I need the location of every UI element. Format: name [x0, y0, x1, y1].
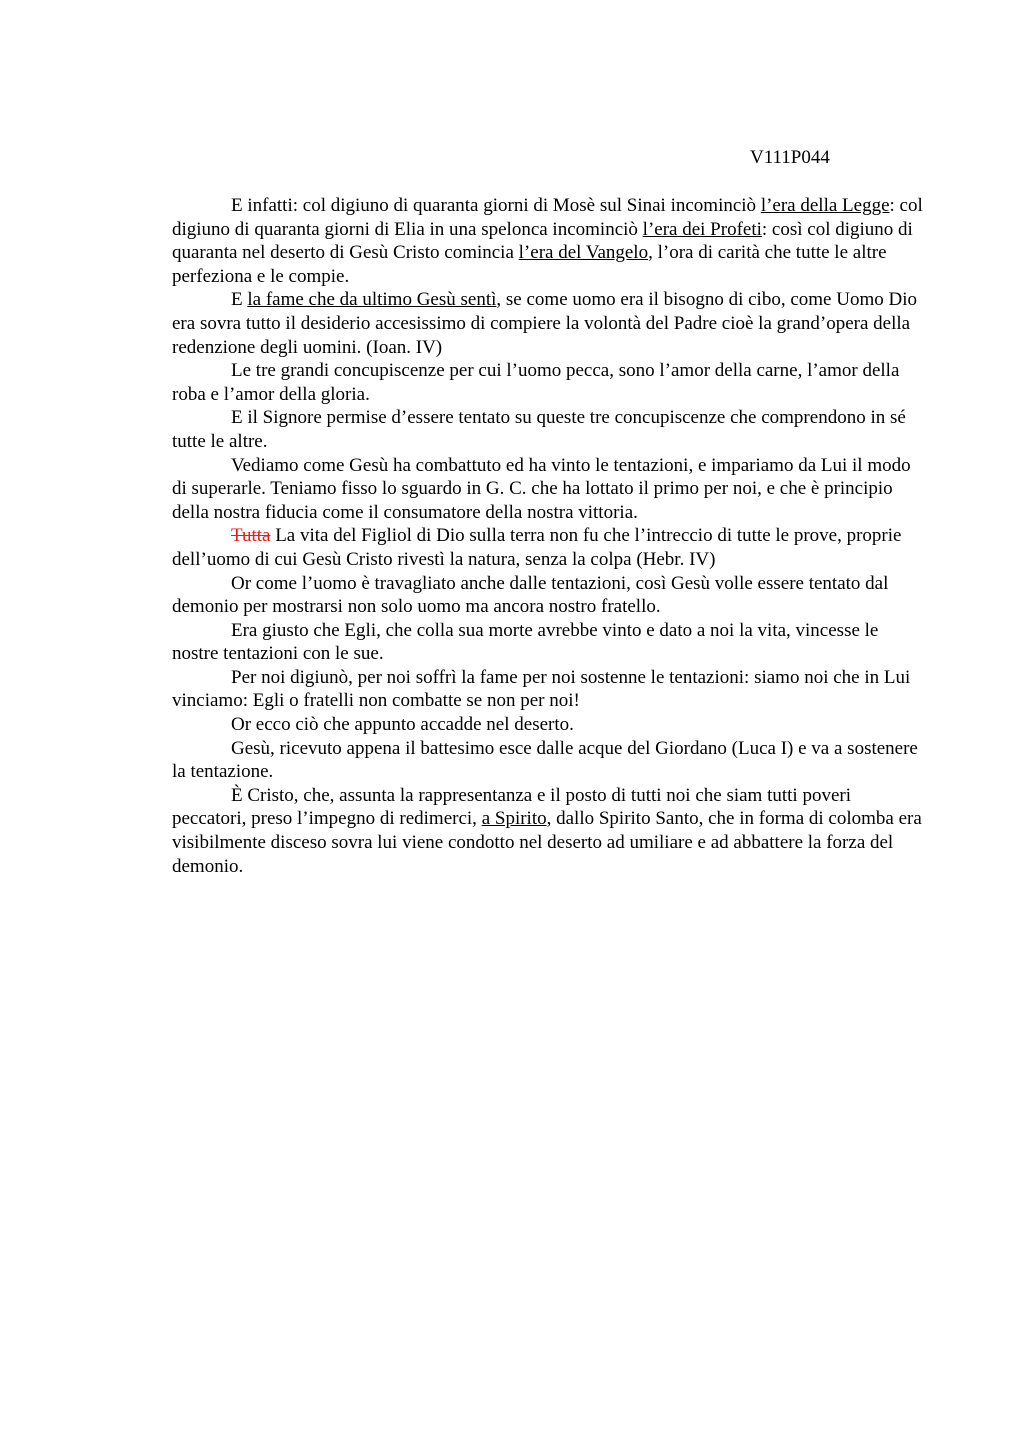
- text-segment: Or ecco ciò che appunto accadde nel deserto.: [231, 714, 574, 736]
- text-segment: La vita del Figliol di Dio sulla terra non fu che l’intreccio di tutte le prove, proprie dell’uomo di cui Gesù Cristo rivestì la natura, senza la colpa (Hebr. IV): [172, 525, 902, 570]
- paragraph: [172, 713, 924, 737]
- text-segment: , l’ora di carità che tutte le altre perfeziona e le compie.: [172, 242, 887, 287]
- text-segment: Per noi digiunò, per noi soffrì la fame per noi sostenne le tentazioni: siamo noi che in Lui vinciamo: Egli o fratelli non combatte se non per noi!: [172, 666, 911, 712]
- text-segment: È Cristo, che, assunta la rappresentanza e il posto di tutti noi che siam tutti poveri peccatori, preso l’impegno di redimerci,: [172, 784, 851, 830]
- text-segment: E infatti: col digiuno di quaranta giorni di Mosè sul Sinai incominciò: [231, 195, 761, 216]
- text-segment: E: [231, 289, 248, 311]
- text-segment: , se come uomo era il bisogno di cibo, come Uomo Dio era sovra tutto il desiderio accesissimo di compiere la volontà del Padre cioè la grand’opera della redenzione degli uomini. (Ioan. IV): [172, 289, 917, 358]
- paragraph: [172, 406, 924, 453]
- underlined-text: l’era del Vangelo: [518, 242, 649, 264]
- page-code: V111P044: [750, 147, 830, 168]
- paragraph: [172, 524, 924, 571]
- text-segment: Vediamo come Gesù ha combattuto ed ha vinto le tentazioni, e impariamo da Lui il modo di superarle. Teniamo fisso lo sguardo in G. C. che ha lottato il primo per noi, e che è principio della nostra fiducia come il consumatore della nostra vittoria.: [172, 454, 911, 523]
- text-segment: Gesù, ricevuto appena il battesimo esce dalle acque del Giordano (Luca I) e va a sostenere la tentazione.: [172, 737, 918, 783]
- paragraph: [172, 288, 924, 359]
- text-segment: Era giusto che Egli, che colla sua morte avrebbe vinto e dato a noi la vita, vincesse le nostre tentazioni con le sue.: [172, 619, 879, 665]
- paragraph: [172, 454, 924, 525]
- underlined-text: a Spirito: [481, 808, 547, 830]
- paragraph: [172, 194, 924, 288]
- paragraph: [172, 619, 924, 666]
- text-segment: : così col digiuno di quaranta nel deserto di Gesù Cristo comincia: [172, 218, 913, 264]
- struck-text: Tutta: [231, 525, 271, 547]
- text-segment: Le tre grandi concupiscenze per cui l’uomo pecca, sono l’amor della carne, l’amor della roba e l’amor della gloria.: [172, 360, 900, 405]
- text-segment: E il Signore permise d’essere tentato su queste tre concupiscenze che comprendono in sé tutte le altre.: [172, 407, 906, 452]
- text-segment: , dallo Spirito Santo, che in forma di colomba era visibilmente disceso sovra lui viene condotto nel deserto ad umiliare e ad abbattere la forza del demonio.: [172, 808, 922, 877]
- paragraph: [172, 666, 924, 713]
- underlined-text: l’era della Legge: [760, 195, 890, 216]
- document-body: [172, 194, 924, 878]
- underlined-text: l’era dei Profeti: [642, 218, 762, 240]
- text-segment: Or come l’uomo è travagliato anche dalle tentazioni, così Gesù volle essere tentato dal demonio per mostrarsi non solo uomo ma ancora nostro fratello.: [172, 572, 889, 618]
- paragraph: [172, 737, 924, 784]
- text-segment: : col digiuno di quaranta giorni di Elia in una spelonca incominciò: [172, 195, 923, 240]
- paragraph: [172, 359, 924, 406]
- paragraph: [172, 572, 924, 619]
- underlined-text: la fame che da ultimo Gesù sentì: [247, 289, 497, 311]
- paragraph: [172, 784, 924, 878]
